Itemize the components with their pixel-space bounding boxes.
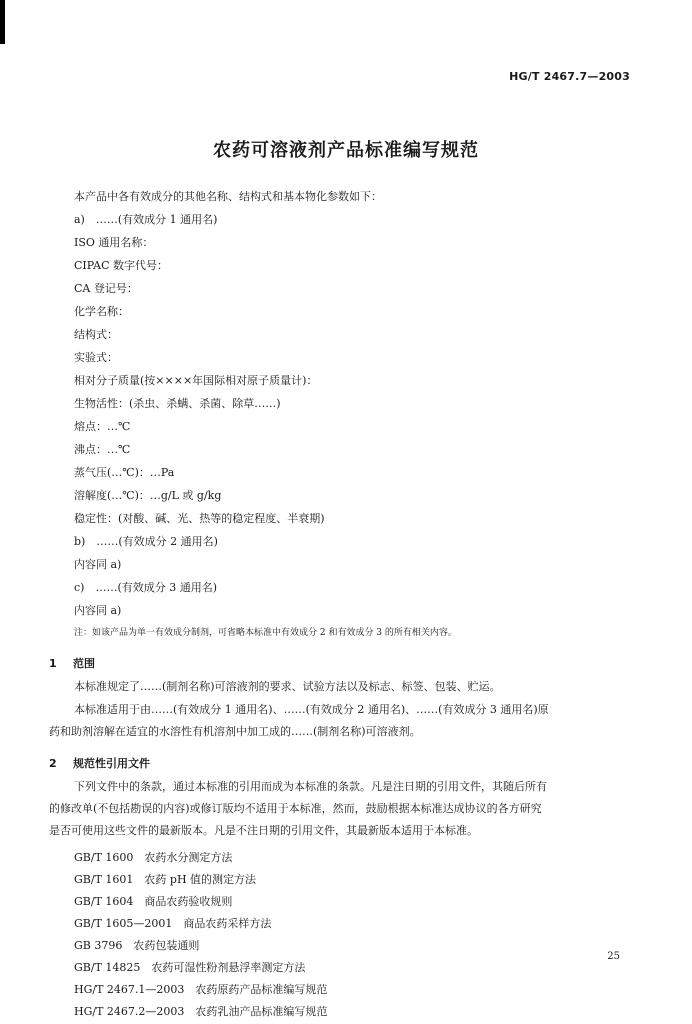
paragraph-line: 是否可使用这些文件的最新版本。凡是不注日期的引用文件，其最新版本适用于本标准。 [49,824,478,837]
reference-item: HG/T 2467.2—2003 农药乳油产品标准编写规范 [74,1005,328,1018]
reference-item: GB/T 1604 商品农药验收规则 [74,895,233,908]
intro-line: a) ……(有效成分 1 通用名) [74,213,218,226]
scan-edge-mark [0,0,5,44]
section-number: 2 [49,757,57,770]
intro-line: CA 登记号： [74,282,138,295]
paragraph-line: 下列文件中的条款，通过本标准的引用而成为本标准的条款。凡是注日期的引用文件，其随后所有 [74,780,547,793]
intro-line: 内容同 a) [74,558,122,571]
standard-code: HG/T 2467.7—2003 [509,70,630,83]
intro-line: 实验式： [74,351,118,364]
intro-line: CIPAC 数字代号： [74,259,169,272]
intro-line: 溶解度(…℃)：…g/L 或 g/kg [74,489,222,502]
reference-item: GB 3796 农药包装通则 [74,939,200,952]
page-number: 25 [607,951,620,962]
intro-line: 内容同 a) [74,604,122,617]
intro-line: 生物活性：(杀虫、杀螨、杀菌、除草……) [74,397,281,410]
reference-item: HG/T 2467.1—2003 农药原药产品标准编写规范 [74,983,328,996]
document-title: 农药可溶液剂产品标准编写规范 [213,140,479,161]
intro-line: 熔点：…℃ [74,420,131,433]
intro-line: 化学名称： [74,305,129,318]
paragraph-line: 本标准适用于由……(有效成分 1 通用名)、……(有效成分 2 通用名)、……(有效成分 3 通用名)原 [74,703,549,716]
intro-line: 蒸气压(…℃)：…Pa [74,466,175,479]
paragraph-line: 本标准规定了……(制剂名称)可溶液剂的要求、试验方法以及标志、标签、包装、贮运。 [74,680,501,693]
note: 注：如该产品为单一有效成分制剂，可省略本标准中有效成分 2 和有效成分 3 的所有相关内容。 [74,628,457,638]
section-title: 范围 [73,657,95,670]
section-2-heading [49,755,150,771]
intro-line: 本产品中各有效成分的其他名称、结构式和基本物化参数如下： [74,190,382,203]
intro-line: b) ……(有效成分 2 通用名) [74,535,218,548]
reference-item: GB/T 1601 农药 pH 值的测定方法 [74,873,257,886]
paragraph-line: 药和助剂溶解在适宜的水溶性有机溶剂中加工成的……(制剂名称)可溶液剂。 [49,725,421,738]
intro-line: c) ……(有效成分 3 通用名) [74,581,218,594]
intro-line: 相对分子质量(按××××年国际相对原子质量计)： [74,374,318,387]
section-1-heading [49,655,95,671]
section-number: 1 [49,657,57,670]
paragraph-line: 的修改单(不包括勘误的内容)或修订版均不适用于本标准，然而，鼓励根据本标准达成协议的各方研究 [49,802,542,815]
reference-item: GB/T 1605—2001 商品农药采样方法 [74,917,272,930]
reference-item: GB/T 14825 农药可湿性粉剂悬浮率测定方法 [74,961,306,974]
intro-line: 稳定性：(对酸、碱、光、热等的稳定程度、半衰期) [74,512,325,525]
section-title: 规范性引用文件 [73,757,150,770]
reference-item: GB/T 1600 农药水分测定方法 [74,851,233,864]
intro-line: 结构式： [74,328,118,341]
intro-line: 沸点：…℃ [74,443,131,456]
intro-line: ISO 通用名称： [74,236,154,249]
